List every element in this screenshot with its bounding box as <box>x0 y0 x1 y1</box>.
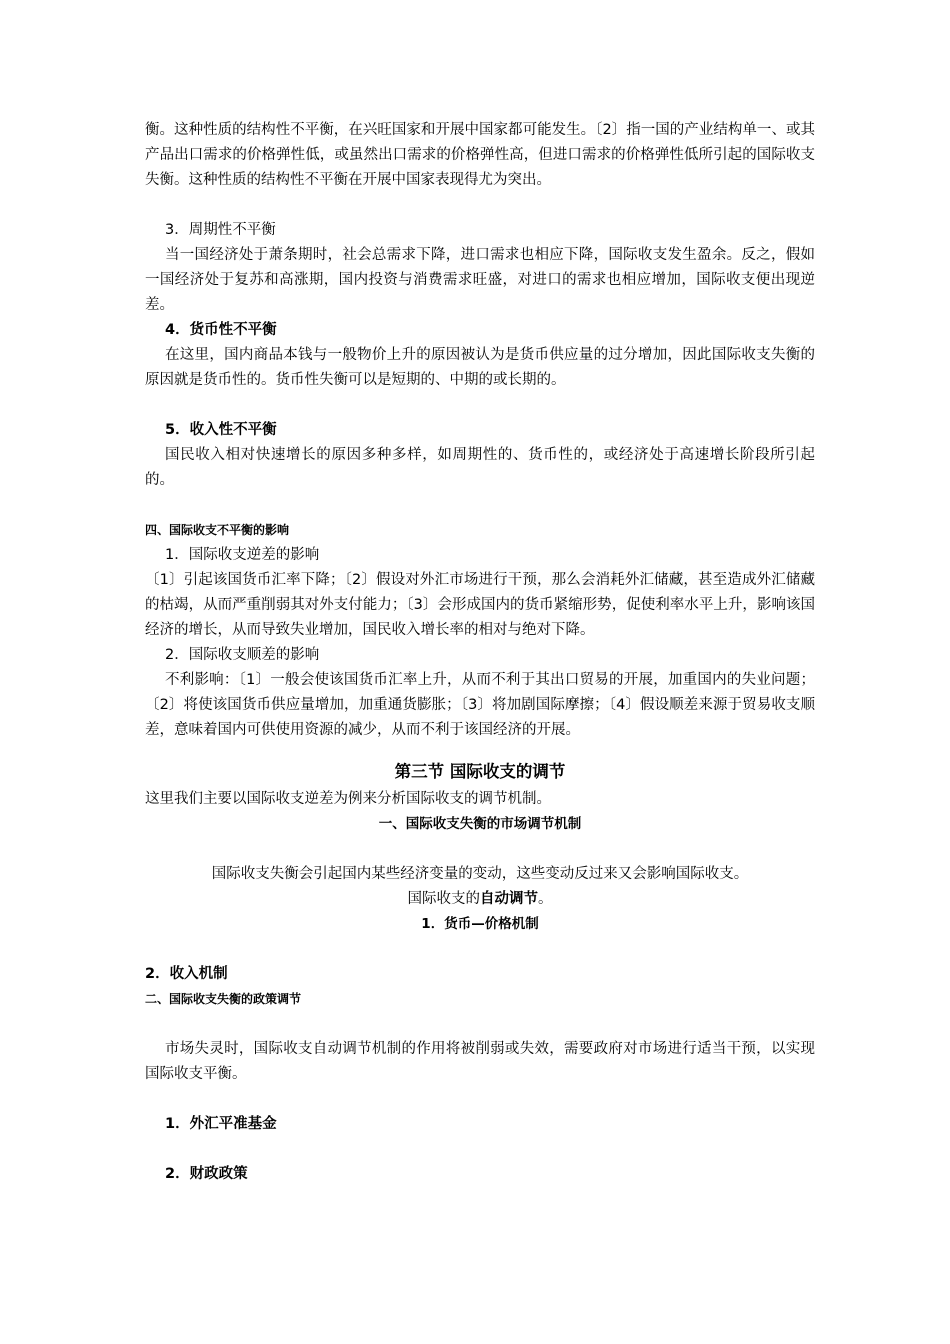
spacer <box>145 393 815 418</box>
spacer <box>145 1087 815 1112</box>
spacer <box>145 743 815 757</box>
paragraph-automatic-adjustment <box>145 887 815 912</box>
paragraph-surplus-effects: 不利影响：〔1〕一般会使该国货币汇率上升，从而不利于其出口贸易的开展，加重国内的失业问题；〔2〕将使该国货币供应量增加，加重通货膨胀；〔3〕将加剧国际摩擦；〔4〕假设顺差来源于贸易收支顺差，意味着国内可供使用资源的减少，从而不利于该国经济的开展。 <box>145 672 815 738</box>
chapter-intro: 这里我们主要以国际收支逆差为例来分析国际收支的调节机制。 <box>145 791 551 807</box>
heading-policy-adjustment: 二、国际收支失衡的政策调节 <box>145 992 302 1006</box>
spacer <box>145 837 815 862</box>
automatic-adjustment-term: 自动调节 <box>480 891 538 907</box>
heading-cyclical-imbalance: 3．周期性不平衡 <box>165 222 276 238</box>
heading-monetary-imbalance: 4．货币性不平衡 <box>165 322 277 338</box>
paragraph-monetary-imbalance: 在这里，国内商品本钱与一般物价上升的原因被认为是货币供应量的过分增加，因此国际收支失衡的原因就是货币性的。货币性失衡可以是短期的、中期的或长期的。 <box>145 347 815 388</box>
spacer <box>145 937 815 962</box>
automatic-adjustment-prefix: 国际收支的 <box>407 891 480 907</box>
paragraph-market-mechanism: 国际收支失衡会引起国内某些经济变量的变动，这些变动反过来又会影响国际收支。 <box>211 866 749 882</box>
automatic-adjustment-suffix: 。 <box>538 891 553 907</box>
heading-income-imbalance: 5．收入性不平衡 <box>165 422 277 438</box>
heading-surplus-effects: 2．国际收支顺差的影响 <box>165 647 320 663</box>
spacer <box>145 493 815 518</box>
spacer <box>145 193 815 218</box>
heading-exchange-stabilization-fund: 1．外汇平准基金 <box>165 1116 277 1132</box>
paragraph-structural-imbalance: 衡。这种性质的结构性不平衡，在兴旺国家和开展中国家都可能发生。〔2〕指一国的产业结构单一、或其产品出口需求的价格弹性低，或虽然出口需求的价格弹性高，但进口需求的价格弹性低所引起的国际收支失衡。这种性质的结构性不平衡在开展中国家表现得尤为突出。 <box>145 122 815 188</box>
heading-market-mechanism: 一、国际收支失衡的市场调节机制 <box>378 816 582 832</box>
heading-imbalance-effects: 四、国际收支不平衡的影响 <box>145 523 290 537</box>
chapter-title: 第三节 国际收支的调节 <box>394 762 566 781</box>
spacer <box>145 1012 815 1037</box>
heading-deficit-effects: 1．国际收支逆差的影响 <box>165 547 320 563</box>
paragraph-policy-adjustment: 市场失灵时，国际收支自动调节机制的作用将被削弱或失效，需要政府对市场进行适当干预，以实现国际收支平衡。 <box>145 1041 815 1082</box>
heading-fiscal-policy: 2．财政政策 <box>165 1166 248 1182</box>
heading-income-mechanism: 2．收入机制 <box>145 966 228 982</box>
spacer <box>145 1137 815 1162</box>
paragraph-income-imbalance: 国民收入相对快速增长的原因多种多样，如周期性的、货币性的，或经济处于高速增长阶段所引起的。 <box>145 447 815 488</box>
heading-money-price-mechanism: 1．货币—价格机制 <box>421 916 539 932</box>
paragraph-deficit-effects: 〔1〕引起该国货币汇率下降；〔2〕假设对外汇市场进行干预，那么会消耗外汇储藏，甚至造成外汇储藏的枯竭，从而严重削弱其对外支付能力；〔3〕会形成国内的货币紧缩形势，促使利率水平上升，影响该国经济的增长，从而导致失业增加，国民收入增长率的相对与绝对下降。 <box>145 572 815 638</box>
document-page <box>145 118 815 1187</box>
paragraph-cyclical-imbalance: 当一国经济处于萧条期时，社会总需求下降，进口需求也相应下降，国际收支发生盈余。反之，假如一国经济处于复苏和高涨期，国内投资与消费需求旺盛，对进口的需求也相应增加，国际收支便出现逆差。 <box>145 247 815 313</box>
